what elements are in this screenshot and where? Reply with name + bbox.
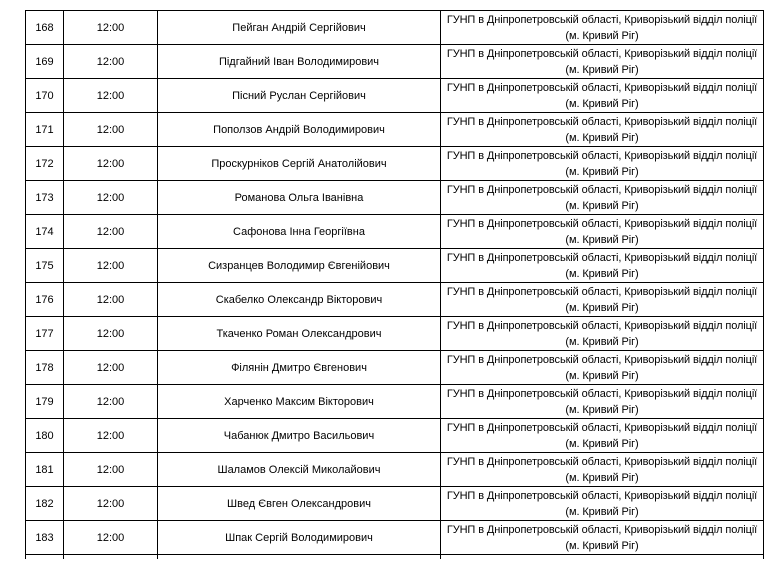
table-row [26, 317, 764, 351]
row-full-name: Проскурніков Сергій Анатолійович [158, 147, 441, 181]
row-number: 171 [26, 113, 64, 147]
table-row [26, 351, 764, 385]
row-time: 12:00 [64, 113, 158, 147]
row-full-name: Сафонова Інна Георгіївна [158, 215, 441, 249]
cut-cell [441, 555, 764, 560]
row-police-unit: ГУНП в Дніпропетровській області, Криворізький відділ поліції (м. Кривий Ріг) [441, 249, 764, 283]
table-row [26, 249, 764, 283]
table-row [26, 419, 764, 453]
cut-cell [158, 555, 441, 560]
table-row [26, 521, 764, 555]
row-time: 12:00 [64, 521, 158, 555]
row-time: 12:00 [64, 317, 158, 351]
row-police-unit: ГУНП в Дніпропетровській області, Криворізький відділ поліції (м. Кривий Ріг) [441, 181, 764, 215]
table-row [26, 487, 764, 521]
row-police-unit: ГУНП в Дніпропетровській області, Криворізький відділ поліції (м. Кривий Ріг) [441, 113, 764, 147]
row-police-unit: ГУНП в Дніпропетровській області, Криворізький відділ поліції (м. Кривий Ріг) [441, 487, 764, 521]
row-full-name: Сизранцев Володимир Євгенійович [158, 249, 441, 283]
row-time: 12:00 [64, 453, 158, 487]
row-full-name: Скабелко Олександр Вікторович [158, 283, 441, 317]
row-police-unit: ГУНП в Дніпропетровській області, Криворізький відділ поліції (м. Кривий Ріг) [441, 521, 764, 555]
row-number: 180 [26, 419, 64, 453]
row-full-name: Ткаченко Роман Олександрович [158, 317, 441, 351]
row-time: 12:00 [64, 215, 158, 249]
row-number: 174 [26, 215, 64, 249]
row-time: 12:00 [64, 11, 158, 45]
row-number: 177 [26, 317, 64, 351]
row-police-unit: ГУНП в Дніпропетровській області, Криворізький відділ поліції (м. Кривий Ріг) [441, 351, 764, 385]
row-police-unit: ГУНП в Дніпропетровській області, Криворізький відділ поліції (м. Кривий Ріг) [441, 317, 764, 351]
row-full-name: Поползов Андрій Володимирович [158, 113, 441, 147]
row-number: 181 [26, 453, 64, 487]
row-full-name: Шаламов Олексій Миколайович [158, 453, 441, 487]
row-full-name: Філянін Дмитро Євгенович [158, 351, 441, 385]
cut-cell [64, 555, 158, 560]
row-time: 12:00 [64, 487, 158, 521]
row-time: 12:00 [64, 79, 158, 113]
row-time: 12:00 [64, 385, 158, 419]
table-row [26, 283, 764, 317]
row-number: 170 [26, 79, 64, 113]
row-full-name: Пейган Андрій Сергійович [158, 11, 441, 45]
row-time: 12:00 [64, 181, 158, 215]
row-time: 12:00 [64, 351, 158, 385]
row-police-unit: ГУНП в Дніпропетровській області, Криворізький відділ поліції (м. Кривий Ріг) [441, 419, 764, 453]
row-police-unit: ГУНП в Дніпропетровській області, Криворізький відділ поліції (м. Кривий Ріг) [441, 45, 764, 79]
row-full-name: Швед Євген Олександрович [158, 487, 441, 521]
row-number: 172 [26, 147, 64, 181]
row-number: 168 [26, 11, 64, 45]
table-row-cut-off [26, 555, 764, 560]
row-police-unit: ГУНП в Дніпропетровській області, Криворізький відділ поліції (м. Кривий Ріг) [441, 11, 764, 45]
row-police-unit: ГУНП в Дніпропетровській області, Криворізький відділ поліції (м. Кривий Ріг) [441, 385, 764, 419]
row-time: 12:00 [64, 147, 158, 181]
row-full-name: Харченко Максим Вікторович [158, 385, 441, 419]
table-row [26, 113, 764, 147]
row-number: 169 [26, 45, 64, 79]
row-number: 178 [26, 351, 64, 385]
row-number: 179 [26, 385, 64, 419]
row-time: 12:00 [64, 45, 158, 79]
row-time: 12:00 [64, 419, 158, 453]
row-police-unit: ГУНП в Дніпропетровській області, Криворізький відділ поліції (м. Кривий Ріг) [441, 453, 764, 487]
schedule-table-body [26, 11, 764, 560]
row-police-unit: ГУНП в Дніпропетровській області, Криворізький відділ поліції (м. Кривий Ріг) [441, 283, 764, 317]
table-row [26, 147, 764, 181]
table-row [26, 11, 764, 45]
row-police-unit: ГУНП в Дніпропетровській області, Криворізький відділ поліції (м. Кривий Ріг) [441, 215, 764, 249]
row-time: 12:00 [64, 249, 158, 283]
row-full-name: Романова Ольга Іванівна [158, 181, 441, 215]
row-full-name: Пісний Руслан Сергійович [158, 79, 441, 113]
row-number: 182 [26, 487, 64, 521]
row-full-name: Шпак Сергій Володимирович [158, 521, 441, 555]
schedule-table [25, 10, 764, 559]
row-full-name: Підгайний Іван Володимирович [158, 45, 441, 79]
cut-cell [26, 555, 64, 560]
table-row [26, 45, 764, 79]
row-number: 176 [26, 283, 64, 317]
row-number: 175 [26, 249, 64, 283]
table-row [26, 453, 764, 487]
table-row [26, 215, 764, 249]
row-number: 173 [26, 181, 64, 215]
table-row [26, 385, 764, 419]
row-number: 183 [26, 521, 64, 555]
row-time: 12:00 [64, 283, 158, 317]
table-row [26, 181, 764, 215]
row-police-unit: ГУНП в Дніпропетровській області, Криворізький відділ поліції (м. Кривий Ріг) [441, 147, 764, 181]
row-full-name: Чабанюк Дмитро Васильович [158, 419, 441, 453]
table-row [26, 79, 764, 113]
row-police-unit: ГУНП в Дніпропетровській області, Криворізький відділ поліції (м. Кривий Ріг) [441, 79, 764, 113]
